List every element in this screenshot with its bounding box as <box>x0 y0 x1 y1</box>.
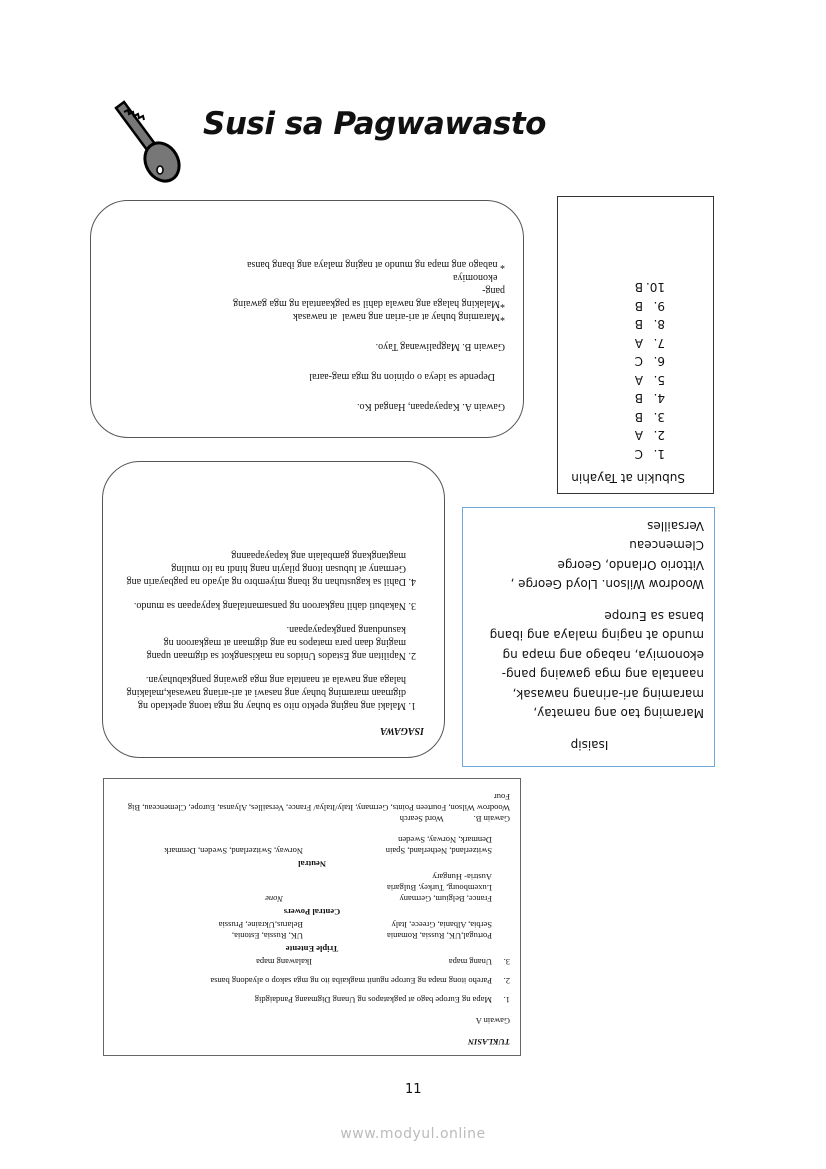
gawain-b-lines <box>109 258 505 323</box>
tuklasin-box: TUKLASIN Gawain A 1.Mapa ng Europe bago at pagkatapos ng Unang Digmaang Pandaigdig 2.Pareho itong mapa ng Europe ngunit magkaiba ito ng mga sakop o alyadong bansa 3.Unang mapa Ikalawang mapa Triple Entente Portugal,UK, Russia, Romania Serbia, Albania, Greece, Italy UK, Russia, Estonia, Belarus,Ukraine, Prussia Central Powers France, Belgium, Germany Luxembourg, Turkey, Bulgaria Austria- Hungary None Neutral Switzerland, Netherland, Spain Denmark, Norway, Sweden Norway, Switzerland, Sweden, Denmark Gawain B.Word Search Woodrow Wilson, Fourteen Points, Germany, Italy/Italya/ France, Versailles, Alyansa, Europe, Clemenceau, Big Four <box>103 778 521 1056</box>
page-number: 11 <box>405 1082 422 1097</box>
isaisip-line: ekonomiya, nabago ang mapa ng <box>502 648 704 662</box>
tuklasin-item-2: Pareho itong mapa ng Europe ngunit magkaiba ito ng mga sakop o alyadong bansa <box>210 976 492 986</box>
gawain-a-title: Gawain A. Kapayapaan, Hangad Ko. <box>356 401 505 412</box>
answer-key-heading: Subukin at Tayahin <box>571 471 685 485</box>
isagawa-item: 2. Napilitan ang Estados Unidos na makisangkot sa digmaan upang maging daan para matapos na ang digmaan at magkaroon ng kasunduang pangkapayapaan. <box>123 623 406 662</box>
answer-letter: B <box>634 317 643 332</box>
group-title: Central Powers <box>283 907 341 917</box>
group-left-line: France, Belgium, Germany <box>399 894 492 904</box>
gawain-answers-box <box>90 200 524 438</box>
answer-letter: A <box>634 428 643 443</box>
isaisip-line: maraming ari-arinang nawasak, <box>512 687 704 701</box>
gawain-b-line: * nabago ang mapa ng mundo at naging malaya ang ibang bansa <box>247 259 505 270</box>
isagawa-item: 1. Malaki ang naging epekto nito sa buhay ng mga taong apektado ng digmaan maraming buhay ang nasawi at ari-ariang nawasak,malaking halaga ang nawala at naantala ang mga gawaing pangkabuhayan. <box>123 673 406 712</box>
answer-number: 7. <box>653 336 665 350</box>
isaisip-name-line: Clemenceau <box>629 538 704 553</box>
answer-row <box>568 426 713 445</box>
answer-number: 8. <box>653 317 665 332</box>
isagawa-box <box>102 461 445 758</box>
gawain-b-line: pang- <box>482 285 505 296</box>
answer-number: 1. <box>653 447 665 461</box>
answer-letter: B <box>634 280 643 295</box>
gawain-b-title: Gawain B. Magpaliwanag Tayo. <box>375 341 505 352</box>
answer-letter: C <box>634 354 643 369</box>
isaisip-line: naantala ang mga gawaing pang- <box>501 667 704 682</box>
group-columns <box>114 919 510 941</box>
gawain-b-line: *Maraming buhay at ari-arian ang nawal at nawasak <box>292 311 505 322</box>
isaisip-line: Maraming tao ang namatay, <box>533 706 704 721</box>
first-map-label: Unang mapa <box>448 957 492 967</box>
word-list: Woodrow Wilson, Fourteen Points, Germany, Italy/Italya/ France, Versailles, Alyansa, Europe, Clemenceau, Big Four <box>127 792 510 813</box>
answer-row <box>568 371 713 390</box>
isagawa-item: 4. Dahil sa kagustuhan ng ibang miyembro ng alyado na pagbayarin ang Germany at lubusan itong pilayin nang hindi na ito muling magtangkang gambalain ang kapayapaanng <box>123 549 406 588</box>
group-right-line: Norway, Switzerland, Sweden, Denmark <box>164 846 303 856</box>
answer-number: 5. <box>653 373 665 387</box>
answer-number: 4. <box>653 391 665 406</box>
second-map-label: Ikalawang mapa <box>256 957 312 967</box>
answer-row <box>568 389 713 408</box>
answer-number: 9. <box>653 299 665 313</box>
group-right-line: None <box>265 894 283 904</box>
group-title: Neutral <box>298 859 326 869</box>
gawain-a-label: Gawain A <box>475 1016 510 1026</box>
isagawa-heading: ISAGAWA <box>380 725 424 736</box>
gawain-b-line: *Malaking halaga ang nawala dahil sa pagkaantala ng mga gawaing <box>233 298 505 309</box>
key-icon <box>110 98 182 188</box>
answer-letter: C <box>634 447 643 461</box>
gawain-a-answer: Depende sa ideya o opinion ng mga mag-aaral <box>309 371 495 382</box>
group-left-line: Serbia, Albania, Greece, Italy <box>391 920 492 930</box>
page-title: Susi sa Pagwawasto <box>203 106 546 142</box>
group-left-line: Switzerland, Netherland, Spain <box>385 846 492 856</box>
isagawa-item: 3. Nakabuti dahil nagkaroon ng pansamantalang kapyapaan sa mundo. <box>123 599 406 612</box>
answer-letter: B <box>634 299 643 313</box>
answer-row <box>568 445 713 464</box>
word-search-label: Word Search <box>399 814 444 824</box>
isaisip-box <box>462 507 715 767</box>
group-left-line: Austria- Hungary <box>432 872 492 882</box>
answer-number: 2. <box>653 428 665 443</box>
answer-number: 3. <box>653 410 665 424</box>
tuklasin-item-1: Mapa ng Europe bago at pagkatapos ng Unang Digmaang Pandaigdig <box>254 995 492 1005</box>
isaisip-name-line: Versailles <box>647 519 704 533</box>
isaisip-line: mundo at naging malaya ang ibang <box>489 628 704 643</box>
answer-letter: A <box>634 373 643 387</box>
answer-key-box <box>557 196 714 494</box>
watermark: www.modyul.online <box>340 1126 486 1142</box>
answer-letter: B <box>634 410 643 424</box>
isaisip-heading: Isaisip <box>570 738 609 752</box>
gawain-b-line: ekonomiya <box>453 272 505 283</box>
gawain-b-label: Gawain B. <box>473 814 510 824</box>
isaisip-line: bansa sa Europe <box>604 609 704 623</box>
answer-letter: B <box>634 391 643 406</box>
group-columns <box>114 834 510 856</box>
group-columns <box>114 871 510 904</box>
group-right-line: Belarus,Ukraine, Prussia <box>218 920 303 930</box>
answer-row <box>568 352 713 371</box>
group-left-line: Portugal,UK, Russia, Romania <box>386 931 492 941</box>
answer-row <box>568 297 713 316</box>
group-left-line: Denmark, Norway, Sweden <box>398 835 492 845</box>
isaisip-name-line: Woodrow Wilson. Lloyd George , <box>510 577 704 592</box>
answer-letter: A <box>634 336 643 350</box>
answer-row <box>568 315 713 334</box>
group-right-line: UK, Russia, Estonia, <box>231 931 303 941</box>
answer-row <box>568 278 713 297</box>
answer-row <box>568 408 713 427</box>
group-left-line: Luxembourg, Turkey, Bulgaria <box>386 883 492 893</box>
tuklasin-heading: TUKLASIN <box>467 1037 510 1047</box>
answer-row <box>568 334 713 353</box>
group-title: Triple Entente <box>285 944 339 954</box>
answer-number: 6. <box>653 354 665 369</box>
isaisip-name-line: Vittorio Orlando, George <box>557 558 704 572</box>
answer-number: 10. <box>645 280 665 295</box>
